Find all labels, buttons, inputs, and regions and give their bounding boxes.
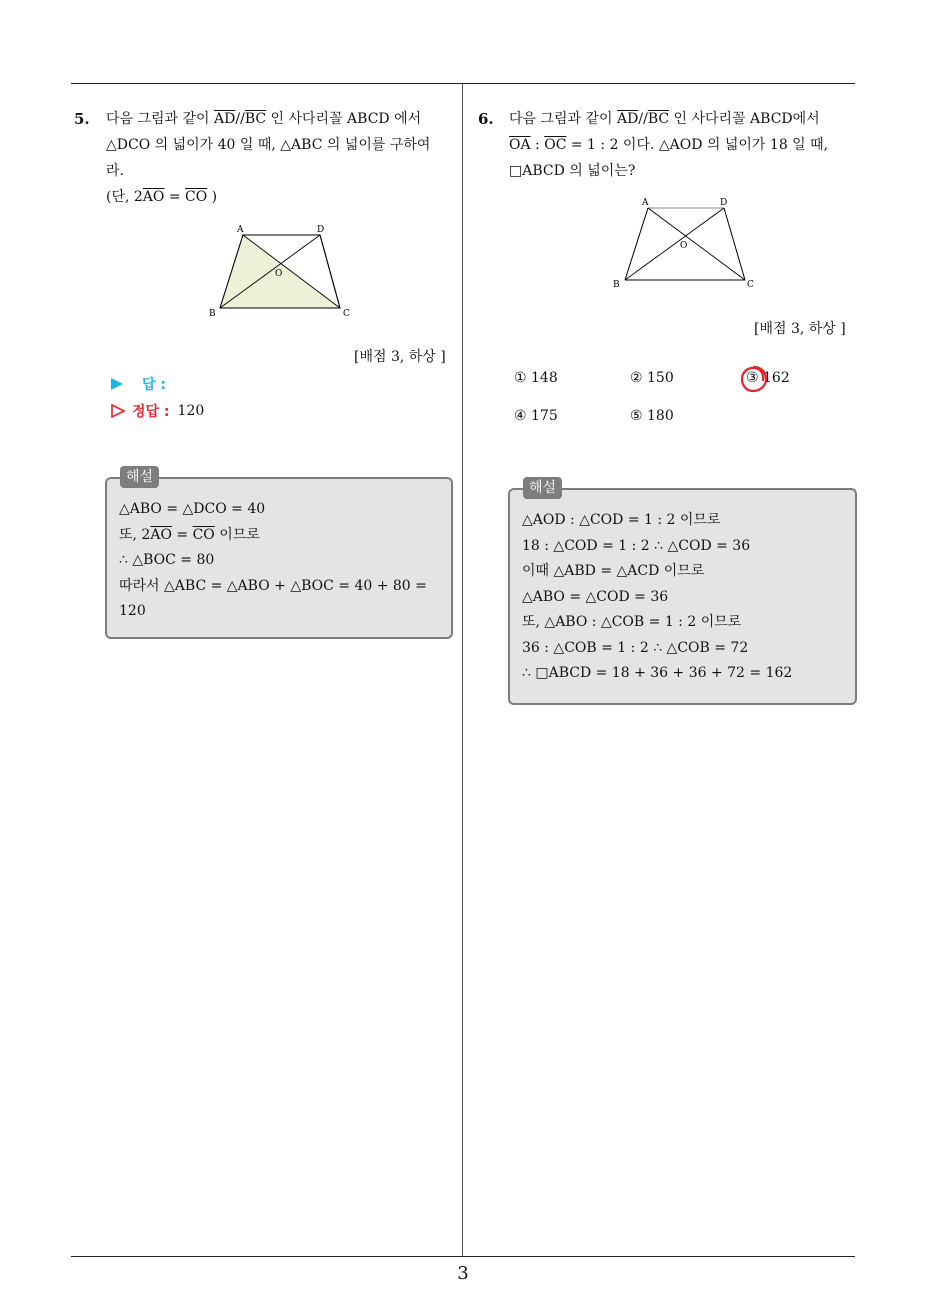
q6-solution-box — [508, 480, 857, 705]
q6-label-b: B — [613, 280, 620, 290]
q6-diagonal-ac — [648, 208, 745, 280]
q5-trapezoid-figure — [200, 220, 360, 320]
q6-solution-line: △AOD : △COD = 1 : 2 이므로 — [522, 512, 721, 528]
q6-choice-5[interactable]: ⑤ 180 — [630, 408, 674, 424]
play-icon — [110, 377, 124, 391]
q5-label-b: B — [209, 309, 216, 319]
q5-line-2: △DCO 의 넓이가 40 일 때, △ABC 의 넓이를 구하여 — [106, 137, 431, 153]
bottom-rule — [71, 1256, 855, 1257]
q6-label-a: A — [642, 198, 649, 208]
q6-choice-3[interactable]: ③ 162 — [746, 370, 790, 386]
q6-solution-line: 또, △ABO : △COB = 1 : 2 이므로 — [522, 614, 742, 630]
q6-line-2: $\overline{OA}$ : $\overline{OC} = 1$ : 2 이다. △AOD 의 넓이가 18 일 때, — [509, 137, 829, 153]
q6-score: [배점 3, 하상 ] — [754, 321, 846, 337]
q5-correct-label: 정답 : — [132, 404, 170, 420]
q5-answer-row — [110, 374, 234, 394]
q6-label-c: C — [747, 280, 754, 290]
q6-choice-2[interactable]: ② 150 — [630, 370, 674, 386]
q6-question — [509, 106, 861, 184]
q6-solution-title: 해설 — [523, 477, 562, 499]
q5-solution-title: 해설 — [120, 466, 159, 488]
page-number: 3 — [457, 1263, 469, 1284]
q6-trapezoid-figure — [605, 192, 765, 292]
q5-solution-box — [105, 469, 453, 639]
q5-solution-lines — [119, 497, 427, 625]
q5-solution-line: ∴ △BOC = 80 — [119, 552, 215, 568]
triangle-outline-icon — [110, 403, 126, 419]
q6-solution-line: △ABO = △COD = 36 — [522, 588, 669, 605]
q5-correct-value: 120 — [177, 403, 205, 419]
q5-number: 5. — [74, 110, 90, 128]
q5-question — [106, 106, 458, 210]
q6-line-3: □ABCD 의 넓이는? — [509, 163, 636, 179]
q5-label-o: O — [275, 269, 283, 279]
q6-solution-line: ∴ □ABCD = 18 + 36 + 36 + 72 = 162 — [522, 665, 793, 681]
column-divider — [462, 84, 463, 1256]
q6-choice-4[interactable]: ④ 175 — [514, 408, 558, 424]
q5-condition: (단, $2\overline{AO} = \overline{CO}$ ) — [106, 189, 218, 205]
q6-line-1: 다음 그림과 같이 $\overline{AD}//\overline{BC}$ 인 사다리꼴 ABCD에서 — [509, 111, 820, 127]
q5-score: [배점 3, 하상 ] — [354, 349, 446, 365]
q5-label-a: A — [237, 225, 244, 235]
q5-solution-line: 120 — [119, 603, 146, 619]
q6-label-o: O — [680, 241, 688, 251]
q6-label-d: D — [720, 198, 728, 208]
q6-solution-line: 18 : △COD = 1 : 2 ∴ △COD = 36 — [522, 537, 751, 554]
q5-answer-label: 답 : — [142, 377, 166, 393]
top-rule — [71, 83, 855, 84]
q6-side-cd — [724, 208, 745, 280]
q6-side-ab — [625, 208, 648, 280]
q5-line-3: 라. — [106, 163, 124, 179]
q5-label-d: D — [317, 225, 325, 235]
q5-solution-line: 또, $2\overline{AO} = \overline{CO}$ 이므로 — [119, 526, 260, 543]
q5-correct-row — [110, 401, 204, 421]
q6-choice-1[interactable]: ① 148 — [514, 370, 558, 386]
q6-diagonal-bd — [625, 208, 724, 280]
q6-solution-line: 36 : △COB = 1 : 2 ∴ △COB = 72 — [522, 639, 749, 656]
q5-solution-line: △ABO = △DCO = 40 — [119, 501, 266, 517]
q6-solution-lines — [522, 508, 792, 687]
q5-label-c: C — [343, 309, 350, 319]
q6-solution-line: 이때 △ABD = △ACD 이므로 — [522, 563, 705, 579]
answer-circle-mark-icon — [739, 364, 769, 394]
q5-solution-line: 따라서 △ABC = △ABO + △BOC = 40 + 80 = — [119, 577, 427, 594]
q5-line-1: 다음 그림과 같이 $\overline{AD}//\overline{BC}$ 인 사다리꼴 ABCD 에서 — [106, 111, 422, 127]
q6-number: 6. — [478, 110, 494, 128]
